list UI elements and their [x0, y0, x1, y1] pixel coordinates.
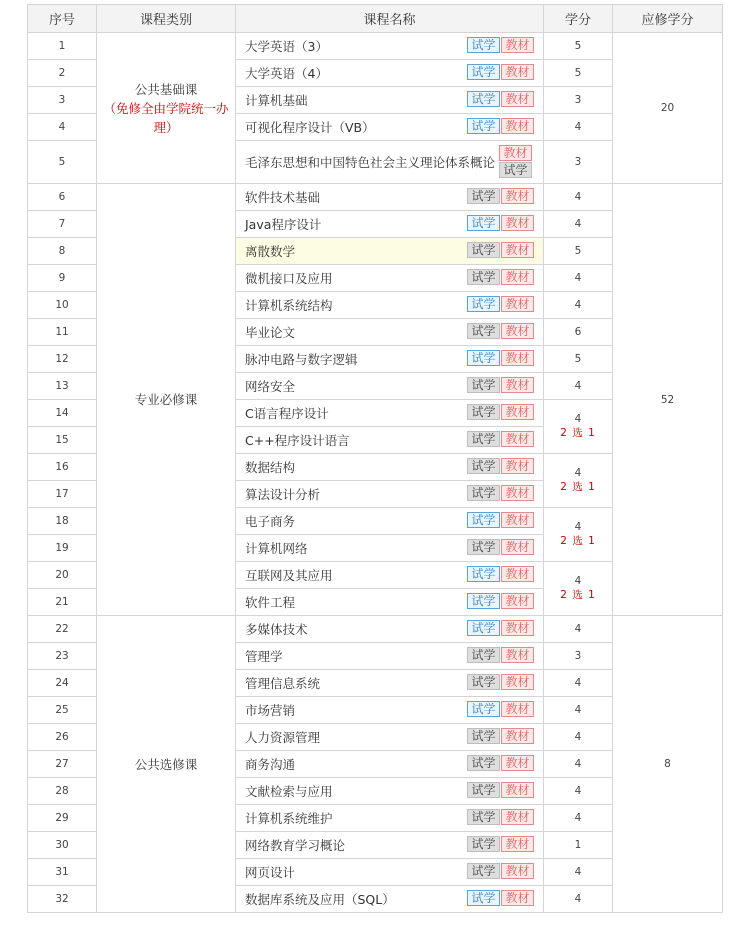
textbook-button[interactable]: 教材 [501, 539, 534, 555]
course-name: 多媒体技术 [245, 622, 308, 637]
textbook-button[interactable]: 教材 [501, 728, 534, 744]
credit-value: 1 [574, 839, 582, 851]
course-actions [466, 431, 534, 447]
credit-cell [544, 114, 613, 141]
course-name-cell [236, 454, 544, 481]
course-name-cell [236, 292, 544, 319]
credit-value: 6 [574, 326, 582, 338]
course-actions [466, 755, 534, 771]
try-learn-button[interactable]: 试学 [467, 539, 500, 555]
try-learn-button[interactable]: 试学 [467, 809, 500, 825]
textbook-button[interactable]: 教材 [501, 485, 534, 501]
credit-cell [544, 805, 613, 832]
category-cell [97, 33, 236, 184]
course-name-cell [236, 238, 544, 265]
row-seq: 24 [28, 670, 97, 697]
try-learn-button[interactable]: 试学 [467, 728, 500, 744]
credit-cell [544, 454, 613, 508]
credit-cell [544, 616, 613, 643]
row-seq: 8 [28, 238, 97, 265]
table-row [28, 616, 723, 643]
course-name-cell [236, 427, 544, 454]
textbook-button[interactable]: 教材 [501, 37, 534, 53]
course-name-cell [236, 508, 544, 535]
category-cell [97, 184, 236, 616]
row-seq: 10 [28, 292, 97, 319]
credit-value: 4 [574, 731, 582, 743]
course-name: 计算机基础 [245, 93, 308, 108]
course-name: 毕业论文 [245, 325, 296, 340]
course-name: C++程序设计语言 [245, 433, 350, 448]
course-name-cell [236, 886, 544, 913]
course-name-cell [236, 319, 544, 346]
course-actions [466, 404, 534, 420]
course-actions [466, 242, 534, 258]
try-learn-button[interactable]: 试学 [467, 890, 500, 906]
try-learn-button[interactable]: 试学 [467, 64, 500, 80]
course-actions [466, 323, 534, 339]
category-label: 公共基础课 [134, 81, 198, 97]
course-actions [466, 512, 534, 528]
credit-value: 4 [574, 758, 582, 770]
header-credit: 学分 [544, 5, 613, 33]
course-actions [466, 674, 534, 690]
textbook-button[interactable]: 教材 [501, 64, 534, 80]
row-seq: 5 [28, 141, 97, 184]
course-actions [466, 539, 534, 555]
course-actions [466, 350, 534, 366]
textbook-button[interactable]: 教材 [501, 458, 534, 474]
row-seq: 7 [28, 211, 97, 238]
credit-value: 4 [574, 704, 582, 716]
course-name: 网络安全 [245, 379, 296, 394]
textbook-button[interactable]: 教材 [501, 593, 534, 609]
course-name-cell [236, 751, 544, 778]
credit-value: 4 [574, 866, 582, 878]
textbook-button[interactable]: 教材 [501, 566, 534, 582]
choice-note: 2 选 1 [560, 535, 596, 547]
course-name: 可视化程序设计（VB） [245, 120, 375, 135]
course-actions [466, 118, 534, 134]
course-name: 商务沟通 [245, 757, 296, 772]
try-learn-button[interactable]: 试学 [467, 323, 500, 339]
try-learn-button[interactable]: 试学 [499, 162, 532, 178]
course-name: 管理学 [245, 649, 283, 664]
course-name: 数据库系统及应用（SQL） [245, 892, 395, 907]
row-seq: 22 [28, 616, 97, 643]
textbook-button[interactable]: 教材 [501, 620, 534, 636]
course-actions [466, 593, 534, 609]
credit-value: 4 [574, 272, 582, 284]
credit-value: 4 [574, 191, 582, 203]
course-name: 管理信息系统 [245, 676, 321, 691]
course-name-cell [236, 87, 544, 114]
course-name: 脉冲电路与数字逻辑 [245, 352, 358, 367]
row-seq: 29 [28, 805, 97, 832]
course-name: 微机接口及应用 [245, 271, 333, 286]
course-actions [466, 269, 534, 285]
row-seq: 17 [28, 481, 97, 508]
row-seq: 20 [28, 562, 97, 589]
row-seq: 30 [28, 832, 97, 859]
textbook-button[interactable]: 教材 [499, 145, 532, 161]
credit-cell [544, 562, 613, 616]
textbook-button[interactable]: 教材 [501, 269, 534, 285]
textbook-button[interactable]: 教材 [501, 431, 534, 447]
try-learn-button[interactable]: 试学 [467, 431, 500, 447]
textbook-button[interactable]: 教材 [501, 377, 534, 393]
course-name-cell [236, 346, 544, 373]
course-name: C语言程序设计 [245, 406, 329, 421]
course-actions [466, 620, 534, 636]
credit-value: 4 [574, 299, 582, 311]
course-actions [499, 145, 534, 179]
course-name-cell [236, 141, 544, 184]
row-seq: 32 [28, 886, 97, 913]
course-name-cell [236, 778, 544, 805]
credit-value: 4 [574, 785, 582, 797]
row-seq: 31 [28, 859, 97, 886]
row-seq: 23 [28, 643, 97, 670]
row-seq: 25 [28, 697, 97, 724]
textbook-button[interactable]: 教材 [501, 188, 534, 204]
header-course-name: 课程名称 [236, 5, 544, 33]
credit-cell [544, 778, 613, 805]
course-name: 网络教育学习概论 [245, 838, 346, 853]
try-learn-button[interactable]: 试学 [467, 404, 500, 420]
textbook-button[interactable]: 教材 [501, 647, 534, 663]
row-seq: 11 [28, 319, 97, 346]
credit-cell [544, 319, 613, 346]
course-name: 软件工程 [245, 595, 296, 610]
course-name: 文献检索与应用 [245, 784, 333, 799]
course-name: 数据结构 [245, 460, 296, 475]
course-name: 大学英语（4） [245, 66, 328, 81]
try-learn-button[interactable]: 试学 [467, 242, 500, 258]
try-learn-button[interactable]: 试学 [467, 269, 500, 285]
credit-value: 4 [574, 575, 582, 587]
table-row [28, 184, 723, 211]
course-name-cell [236, 373, 544, 400]
course-name-cell [236, 562, 544, 589]
try-learn-button[interactable]: 试学 [467, 485, 500, 501]
header-required-credit: 应修学分 [613, 5, 723, 33]
header-row [28, 5, 723, 33]
textbook-button[interactable]: 教材 [501, 836, 534, 852]
row-seq: 28 [28, 778, 97, 805]
category-note: （免修全由学院统一办理） [103, 100, 229, 135]
credit-cell [544, 184, 613, 211]
course-name-cell [236, 589, 544, 616]
course-name: 算法设计分析 [245, 487, 321, 502]
course-name-cell [236, 400, 544, 427]
course-name: 市场营销 [245, 703, 296, 718]
course-name-cell [236, 697, 544, 724]
course-actions [466, 701, 534, 717]
credit-cell [544, 346, 613, 373]
course-name-cell [236, 481, 544, 508]
required-credit-cell: 20 [613, 33, 723, 184]
try-learn-button[interactable]: 试学 [467, 37, 500, 53]
try-learn-button[interactable]: 试学 [467, 458, 500, 474]
row-seq: 9 [28, 265, 97, 292]
textbook-button[interactable]: 教材 [501, 296, 534, 312]
course-table [27, 4, 723, 913]
credit-cell [544, 832, 613, 859]
choice-note: 2 选 1 [560, 481, 596, 493]
try-learn-button[interactable]: 试学 [467, 91, 500, 107]
row-seq: 18 [28, 508, 97, 535]
course-name: 大学英语（3） [245, 39, 328, 54]
course-actions [466, 188, 534, 204]
course-name-cell [236, 670, 544, 697]
course-name: 计算机系统维护 [245, 811, 333, 826]
course-actions [466, 836, 534, 852]
course-actions [466, 485, 534, 501]
try-learn-button[interactable]: 试学 [467, 620, 500, 636]
row-seq: 19 [28, 535, 97, 562]
course-name-cell [236, 265, 544, 292]
course-name: 电子商务 [245, 514, 296, 529]
header-category: 课程类别 [97, 5, 236, 33]
textbook-button[interactable]: 教材 [501, 755, 534, 771]
course-actions [466, 458, 534, 474]
course-actions [466, 782, 534, 798]
try-learn-button[interactable]: 试学 [467, 647, 500, 663]
course-name-cell [236, 616, 544, 643]
credit-cell [544, 211, 613, 238]
textbook-button[interactable]: 教材 [501, 404, 534, 420]
textbook-button[interactable]: 教材 [501, 782, 534, 798]
row-seq: 4 [28, 114, 97, 141]
textbook-button[interactable]: 教材 [501, 118, 534, 134]
choice-note: 2 选 1 [560, 427, 596, 439]
credit-cell [544, 373, 613, 400]
try-learn-button[interactable]: 试学 [467, 377, 500, 393]
credit-cell [544, 265, 613, 292]
try-learn-button[interactable]: 试学 [467, 350, 500, 366]
row-seq: 27 [28, 751, 97, 778]
credit-value: 4 [574, 121, 582, 133]
credit-cell [544, 141, 613, 184]
credit-value: 4 [574, 623, 582, 635]
credit-value: 3 [574, 94, 582, 106]
category-cell [97, 616, 236, 913]
row-seq: 14 [28, 400, 97, 427]
course-name: 计算机网络 [245, 541, 308, 556]
try-learn-button[interactable]: 试学 [467, 755, 500, 771]
textbook-button[interactable]: 教材 [501, 701, 534, 717]
credit-cell [544, 33, 613, 60]
course-actions [466, 64, 534, 80]
course-name-cell [236, 535, 544, 562]
credit-cell [544, 643, 613, 670]
textbook-button[interactable]: 教材 [501, 512, 534, 528]
row-seq: 1 [28, 33, 97, 60]
row-seq: 26 [28, 724, 97, 751]
course-actions [466, 215, 534, 231]
row-seq: 2 [28, 60, 97, 87]
course-name: 人力资源管理 [245, 730, 321, 745]
course-actions [466, 890, 534, 906]
try-learn-button[interactable]: 试学 [467, 701, 500, 717]
course-actions [466, 863, 534, 879]
credit-value: 3 [574, 156, 582, 168]
header-seq: 序号 [28, 5, 97, 33]
course-name: Java程序设计 [245, 217, 322, 232]
credit-value: 4 [574, 467, 582, 479]
course-name: 离散数学 [245, 244, 296, 259]
try-learn-button[interactable]: 试学 [467, 836, 500, 852]
try-learn-button[interactable]: 试学 [467, 215, 500, 231]
credit-value: 4 [574, 413, 582, 425]
try-learn-button[interactable]: 试学 [467, 118, 500, 134]
credit-value: 4 [574, 893, 582, 905]
credit-cell [544, 508, 613, 562]
credit-value: 4 [574, 812, 582, 824]
credit-value: 3 [574, 650, 582, 662]
course-name: 计算机系统结构 [245, 298, 333, 313]
credit-cell [544, 238, 613, 265]
credit-cell [544, 751, 613, 778]
textbook-button[interactable]: 教材 [501, 863, 534, 879]
try-learn-button[interactable]: 试学 [467, 593, 500, 609]
textbook-button[interactable]: 教材 [501, 809, 534, 825]
required-credit-cell: 8 [613, 616, 723, 913]
try-learn-button[interactable]: 试学 [467, 512, 500, 528]
try-learn-button[interactable]: 试学 [467, 188, 500, 204]
credit-value: 4 [574, 521, 582, 533]
textbook-button[interactable]: 教材 [501, 242, 534, 258]
credit-cell [544, 886, 613, 913]
course-actions [466, 37, 534, 53]
category-label: 公共选修课 [134, 756, 198, 772]
textbook-button[interactable]: 教材 [501, 350, 534, 366]
course-name-cell [236, 211, 544, 238]
row-seq: 13 [28, 373, 97, 400]
row-seq: 21 [28, 589, 97, 616]
textbook-button[interactable]: 教材 [501, 890, 534, 906]
textbook-button[interactable]: 教材 [501, 91, 534, 107]
course-name: 毛泽东思想和中国特色社会主义理论体系概论 [245, 155, 496, 170]
try-learn-button[interactable]: 试学 [467, 566, 500, 582]
credit-cell [544, 670, 613, 697]
course-actions [466, 91, 534, 107]
course-actions [466, 647, 534, 663]
row-seq: 6 [28, 184, 97, 211]
credit-value: 4 [574, 380, 582, 392]
table-row [28, 33, 723, 60]
textbook-button[interactable]: 教材 [501, 323, 534, 339]
course-name-cell [236, 643, 544, 670]
course-actions [466, 809, 534, 825]
row-seq: 3 [28, 87, 97, 114]
credit-value: 5 [574, 245, 582, 257]
course-name-cell [236, 859, 544, 886]
course-actions [466, 377, 534, 393]
course-name: 软件技术基础 [245, 190, 321, 205]
course-name-cell [236, 724, 544, 751]
course-name-cell [236, 832, 544, 859]
required-credit-cell: 52 [613, 184, 723, 616]
credit-value: 4 [574, 218, 582, 230]
textbook-button[interactable]: 教材 [501, 674, 534, 690]
credit-cell [544, 724, 613, 751]
course-table-container [27, 4, 723, 913]
credit-cell [544, 400, 613, 454]
try-learn-button[interactable]: 试学 [467, 674, 500, 690]
course-actions [466, 296, 534, 312]
row-seq: 15 [28, 427, 97, 454]
credit-cell [544, 60, 613, 87]
course-name-cell [236, 114, 544, 141]
credit-value: 5 [574, 353, 582, 365]
row-seq: 12 [28, 346, 97, 373]
credit-cell [544, 292, 613, 319]
credit-value: 4 [574, 677, 582, 689]
try-learn-button[interactable]: 试学 [467, 296, 500, 312]
course-name-cell [236, 33, 544, 60]
credit-cell [544, 87, 613, 114]
course-name: 互联网及其应用 [245, 568, 333, 583]
course-name-cell [236, 60, 544, 87]
try-learn-button[interactable]: 试学 [467, 863, 500, 879]
course-actions [466, 566, 534, 582]
course-name-cell [236, 184, 544, 211]
credit-cell [544, 859, 613, 886]
credit-value: 5 [574, 67, 582, 79]
credit-value: 5 [574, 40, 582, 52]
choice-note: 2 选 1 [560, 589, 596, 601]
course-name: 网页设计 [245, 865, 296, 880]
credit-cell [544, 697, 613, 724]
row-seq: 16 [28, 454, 97, 481]
course-actions [466, 728, 534, 744]
try-learn-button[interactable]: 试学 [467, 782, 500, 798]
textbook-button[interactable]: 教材 [501, 215, 534, 231]
category-label: 专业必修课 [134, 392, 198, 407]
course-name-cell [236, 805, 544, 832]
